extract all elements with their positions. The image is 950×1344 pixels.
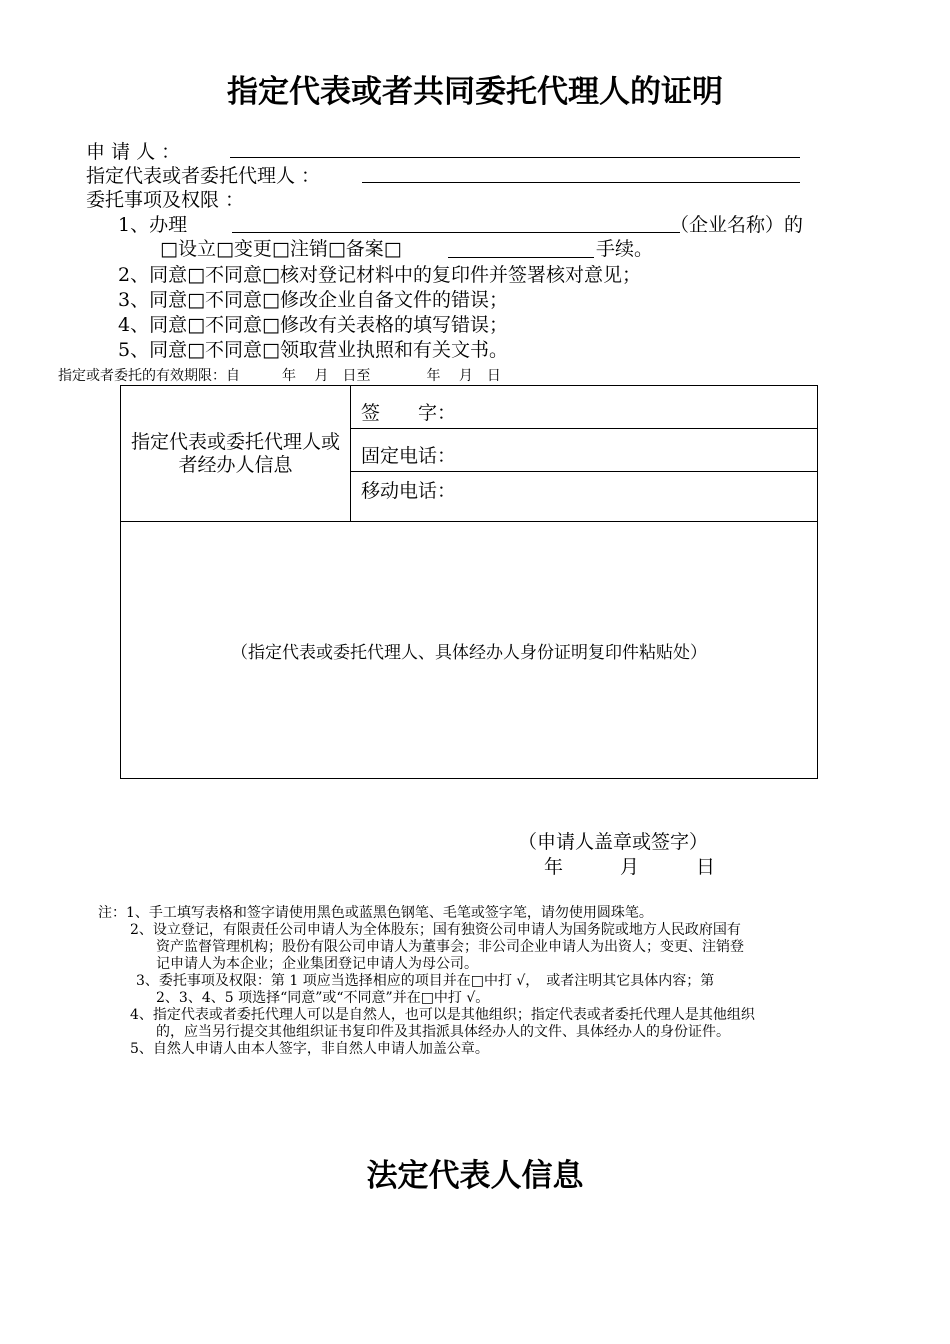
applicant-input-line[interactable] <box>230 157 800 158</box>
item1-prefix: 1、办理 <box>118 214 188 236</box>
item1-suffix: （企业名称）的 <box>670 214 804 236</box>
item1-other-line[interactable] <box>448 257 594 258</box>
document-title: 指定代表或者共同委托代理人的证明 <box>227 74 723 110</box>
paste-label: （指定代表或委托代理人、具体经办人身份证明复印件粘贴处） <box>231 642 707 663</box>
note-4: 4、指定代表或者委托代理人可以是自然人，也可以是其他组织；指定代表或者委托代理人是其他组织 <box>130 1007 755 1023</box>
agent-info-table <box>120 385 818 779</box>
section2-title: 法定代表人信息 <box>366 1158 584 1194</box>
note-2: 2、设立登记，有限责任公司申请人为全体股东；国有独资公司申请人为国务院或地方人民政府国有 <box>130 922 741 938</box>
note-5: 5、自然人申请人由本人签字，非自然人申请人加盖公章。 <box>130 1041 489 1057</box>
agent-input-line[interactable] <box>362 182 800 183</box>
phone-cell[interactable] <box>351 429 818 472</box>
item1-end: 手续。 <box>596 238 654 260</box>
note-4-cont: 的，应当另行提交其他组织证书复印件及其指派具体经办人的文件、具体经办人的身份证件。 <box>156 1024 730 1040</box>
validity-period: 指定或者委托的有效期限：自 年 月 日至 年 月 日 <box>58 368 501 384</box>
phone-label: 固定电话： <box>361 445 457 467</box>
note-3: 3、委托事项及权限：第 1 项应当选择相应的项目并在□中打 √， 或者注明其它具体内容；第 <box>136 973 715 989</box>
matters-label: 委托事项及权限 ： <box>86 189 245 211</box>
mobile-label: 移动电话： <box>361 480 457 502</box>
item4[interactable]: 4、同意□不同意□修改有关表格的填写错误； <box>118 314 508 336</box>
signature-date: 年 月 日 <box>544 856 716 878</box>
id-copy-paste-area <box>121 522 818 779</box>
note-2-cont1: 资产监督管理机构；股份有限公司申请人为董事会；非公司企业申请人为出资人；变更、注销登 <box>156 939 744 955</box>
sign-cell[interactable] <box>351 386 818 429</box>
item5[interactable]: 5、同意□不同意□领取营业执照和有关文书。 <box>118 339 508 361</box>
sign-label: 签 字： <box>361 402 457 424</box>
agent-label: 指定代表或者委托代理人 ： <box>86 165 321 187</box>
item2[interactable]: 2、同意□不同意□核对登记材料中的复印件并签署核对意见； <box>118 264 641 286</box>
mobile-cell[interactable] <box>351 472 818 522</box>
note-3-cont: 2、3、4、5 项选择“同意”或“不同意”并在□中打 √。 <box>156 990 490 1006</box>
item1-options[interactable]: □设立□变更□注销□备案□ <box>160 238 402 260</box>
item3[interactable]: 3、同意□不同意□修改企业自备文件的错误； <box>118 289 508 311</box>
note-2-cont2: 记申请人为本企业；企业集团登记申请人为母公司。 <box>156 956 478 972</box>
company-name-line[interactable] <box>232 232 680 233</box>
agent-info-label-text: 指定代表或委托代理人或者经办人信息 <box>130 430 340 476</box>
agent-info-label <box>121 386 351 522</box>
applicant-label: 申 请 人 ： <box>86 141 181 163</box>
note-1: 注：1、手工填写表格和签字请使用黑色或蓝黑色钢笔、毛笔或签字笔，请勿使用圆珠笔。 <box>98 905 653 921</box>
applicant-seal-label: （申请人盖章或签字） <box>518 831 709 853</box>
